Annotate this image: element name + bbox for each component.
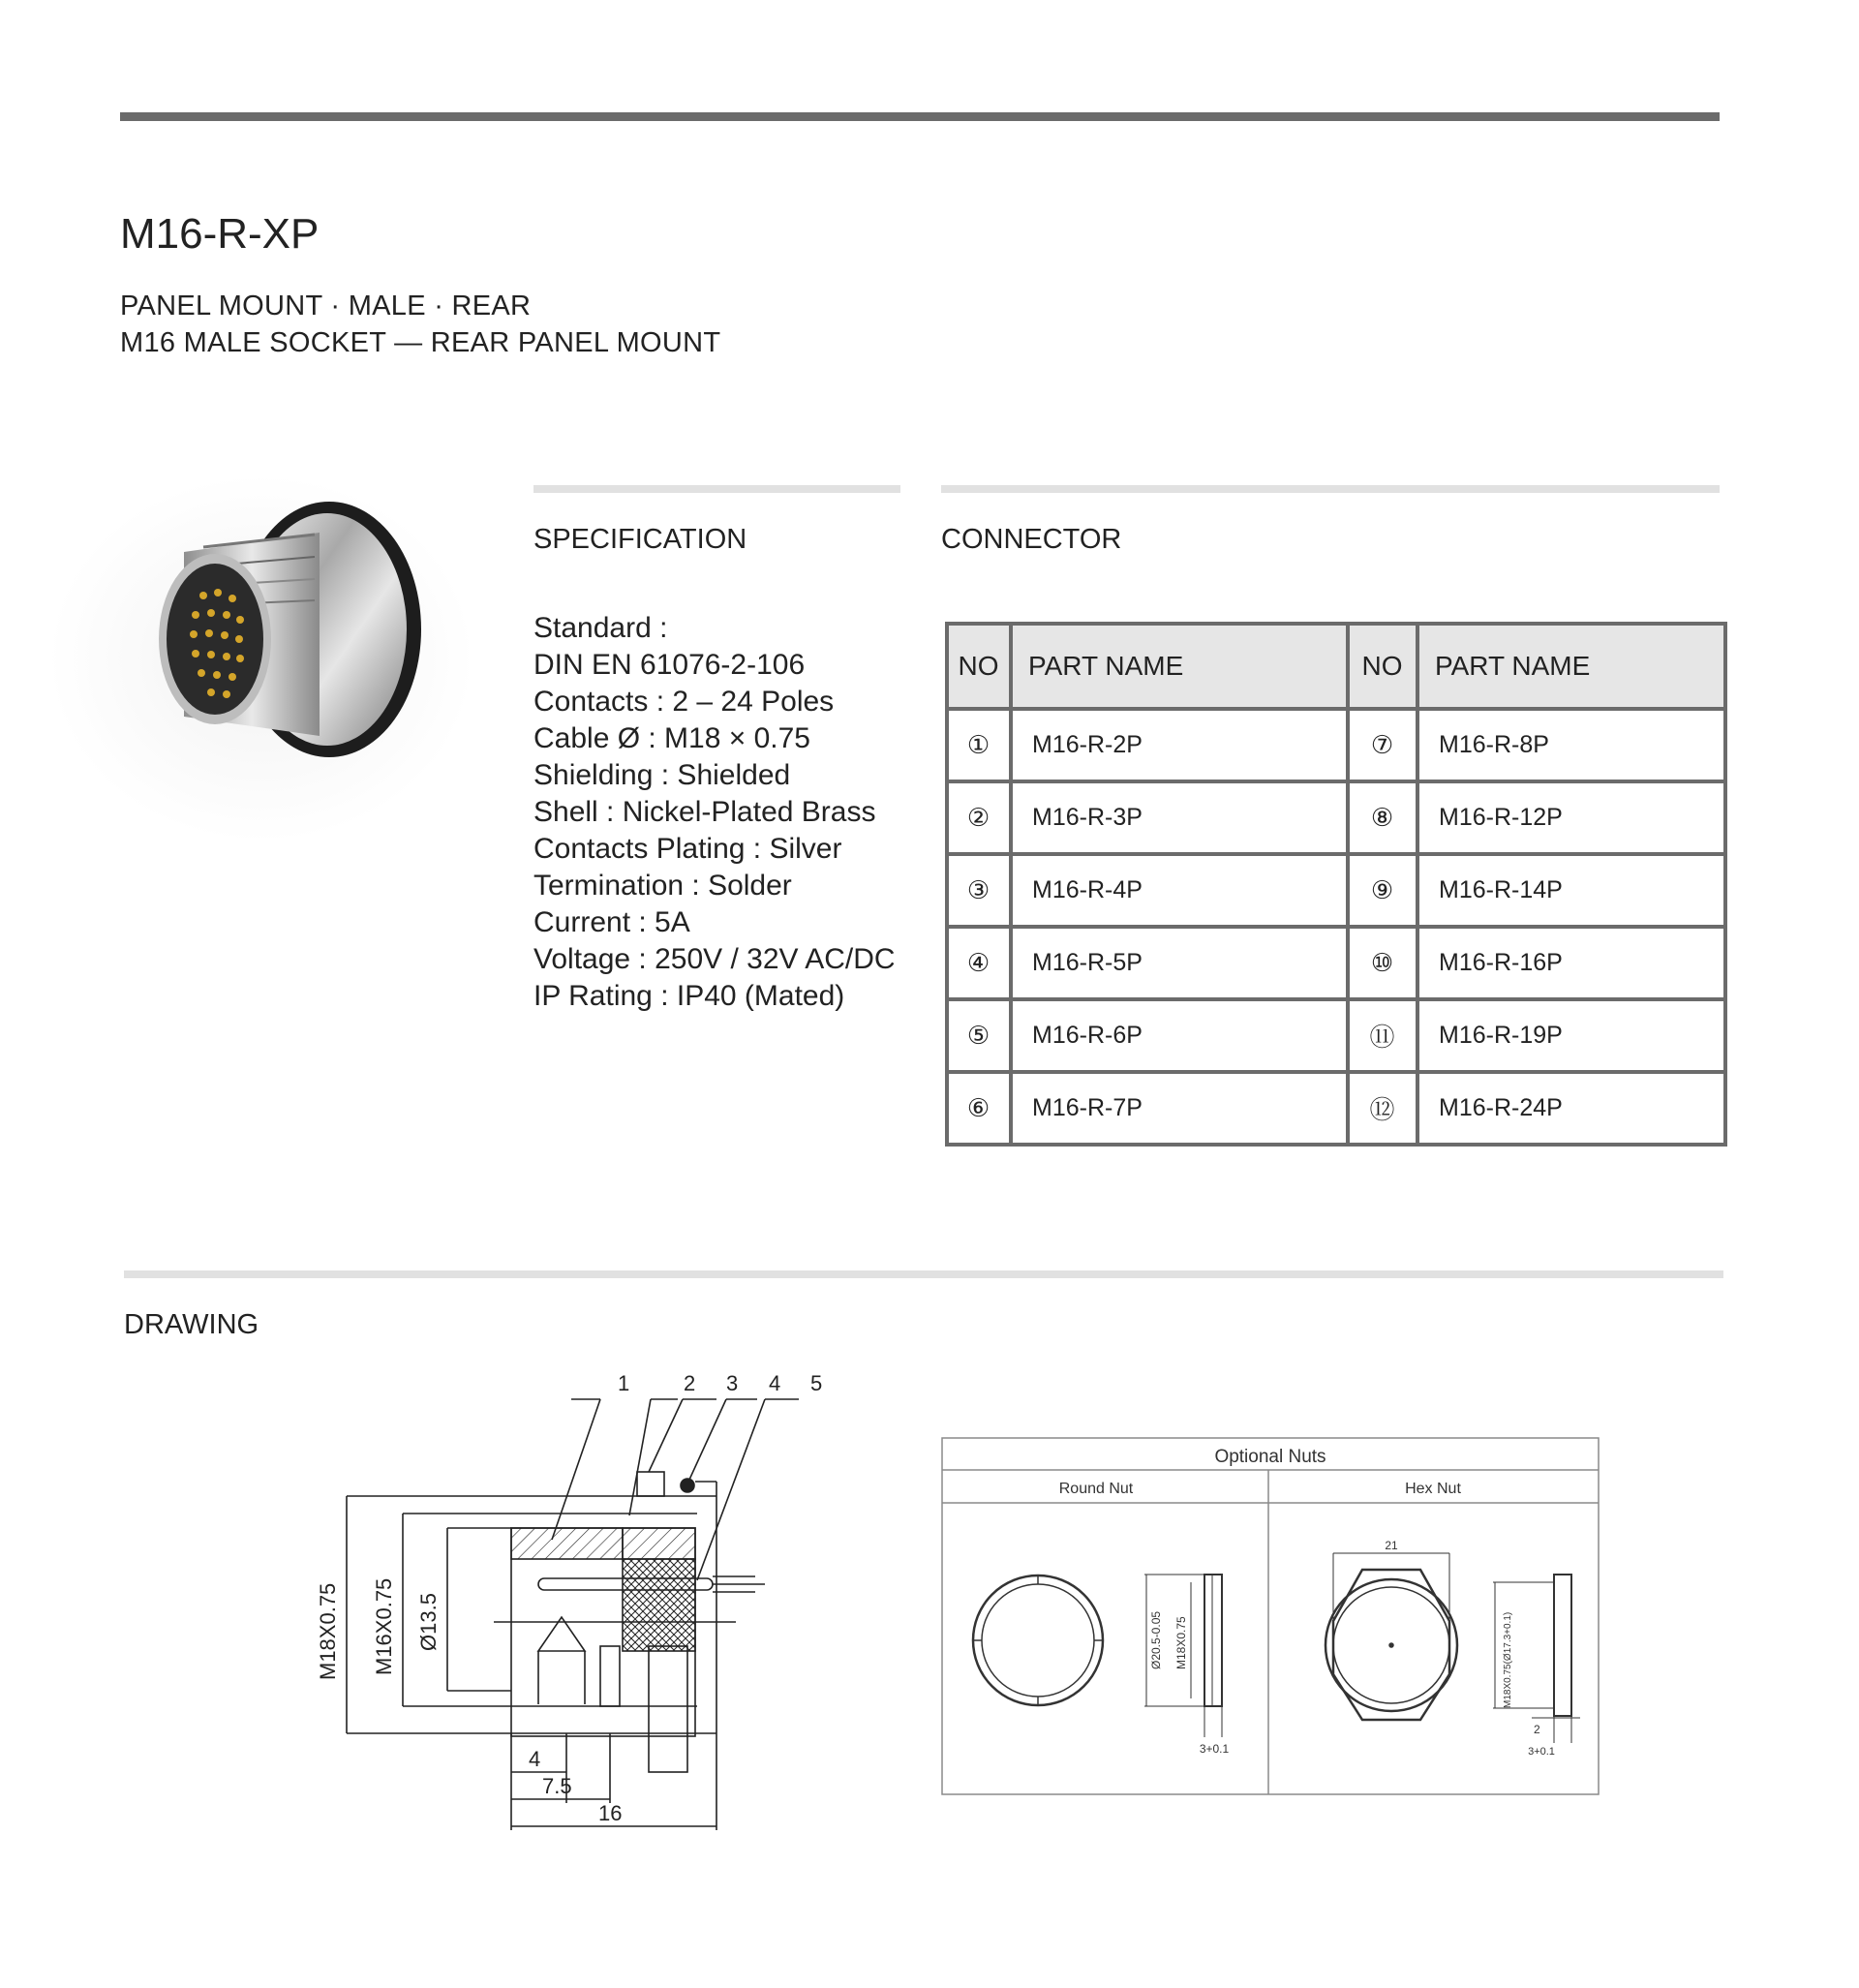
dim-outer-thread: M18X0.75 — [316, 1582, 340, 1680]
callout-3: 3 — [726, 1371, 739, 1395]
header-part-name: PART NAME — [1011, 624, 1348, 709]
drawing-divider — [124, 1270, 1723, 1278]
callout-4: 4 — [769, 1371, 781, 1395]
spec-line: IP Rating : IP40 (Mated) — [533, 980, 845, 1012]
drawing-heading: DRAWING — [124, 1309, 259, 1340]
cell-no: ② — [947, 781, 1011, 854]
connector-heading: CONNECTOR — [941, 524, 1122, 555]
dim-b: 7.5 — [542, 1774, 572, 1798]
table-row — [947, 999, 1725, 1072]
dim-a: 4 — [529, 1747, 541, 1771]
cell-no: ⑫ — [1348, 1072, 1417, 1145]
spec-line: DIN EN 61076-2-106 — [533, 649, 806, 681]
table-row — [947, 927, 1725, 999]
spec-line: Contacts Plating : Silver — [533, 833, 842, 865]
spec-line: Shell : Nickel-Plated Brass — [533, 796, 876, 828]
cell-no: ⑥ — [947, 1072, 1011, 1145]
spec-list — [533, 610, 896, 1015]
cell-part-name: M16-R-4P — [1011, 854, 1348, 927]
cell-no: ⑦ — [1348, 709, 1417, 781]
table-row — [947, 1072, 1725, 1145]
cell-part-name: M16-R-19P — [1417, 999, 1725, 1072]
cell-part-name: M16-R-24P — [1417, 1072, 1725, 1145]
table-row — [947, 781, 1725, 854]
callout-1: 1 — [618, 1371, 630, 1395]
hex-width-label: 21 — [1385, 1539, 1398, 1552]
connector-photo — [39, 426, 474, 842]
header-part-name: PART NAME — [1417, 624, 1725, 709]
spec-divider — [533, 485, 900, 493]
cell-part-name: M16-R-7P — [1011, 1072, 1348, 1145]
spec-line: Termination : Solder — [533, 870, 792, 902]
hex-thickness-label: 3+0.1 — [1528, 1746, 1555, 1758]
cell-part-name: M16-R-6P — [1011, 999, 1348, 1072]
cell-no: ⑤ — [947, 999, 1011, 1072]
cell-no: ① — [947, 709, 1011, 781]
cell-no: ④ — [947, 927, 1011, 999]
cell-no: ⑪ — [1348, 999, 1417, 1072]
callout-2: 2 — [684, 1371, 696, 1395]
hex-nut-drawing — [1326, 1553, 1580, 1743]
table-header-row — [947, 624, 1725, 709]
cell-part-name: M16-R-14P — [1417, 854, 1725, 927]
round-dia-label: Ø20.5-0.05 — [1149, 1610, 1163, 1669]
product-title: M16-R-XP — [120, 210, 320, 258]
dim-bore: Ø13.5 — [416, 1593, 441, 1651]
cell-part-name: M16-R-3P — [1011, 781, 1348, 854]
cell-no: ③ — [947, 854, 1011, 927]
hex-thread-label: M18X0.75(Ø17.3+0.1) — [1503, 1611, 1513, 1708]
cell-part-name: M16-R-5P — [1011, 927, 1348, 999]
callout-5: 5 — [810, 1371, 823, 1395]
dim-c: 16 — [598, 1801, 623, 1825]
technical-drawing — [310, 1356, 842, 1840]
header-no: NO — [1348, 624, 1417, 709]
hex-nut-label: Hex Nut — [1405, 1481, 1461, 1497]
round-thread-label: M18X0.75 — [1174, 1616, 1188, 1669]
cell-no: ⑩ — [1348, 927, 1417, 999]
product-subtitle-2: M16 MALE SOCKET — REAR PANEL MOUNT — [120, 327, 721, 358]
cell-no: ⑧ — [1348, 781, 1417, 854]
cell-part-name: M16-R-2P — [1011, 709, 1348, 781]
connector-table — [945, 622, 1727, 1147]
spec-line: Standard : — [533, 612, 668, 644]
product-subtitle-1: PANEL MOUNT · MALE · REAR — [120, 291, 532, 321]
top-divider — [120, 112, 1720, 121]
cell-part-name: M16-R-12P — [1417, 781, 1725, 854]
connector-divider — [941, 485, 1720, 493]
spec-line: Voltage : 250V / 32V AC/DC — [533, 943, 896, 975]
round-thickness-label: 3+0.1 — [1199, 1742, 1230, 1756]
cell-part-name: M16-R-8P — [1417, 709, 1725, 781]
spec-line: Shielding : Shielded — [533, 759, 791, 791]
table-row — [947, 709, 1725, 781]
cell-no: ⑨ — [1348, 854, 1417, 927]
header-no: NO — [947, 624, 1011, 709]
spec-line: Current : 5A — [533, 906, 690, 938]
round-nut-label: Round Nut — [1058, 1481, 1134, 1497]
dim-thread: M16X0.75 — [372, 1577, 396, 1675]
nuts-title: Optional Nuts — [1214, 1447, 1326, 1467]
spec-line: Contacts : 2 – 24 Poles — [533, 686, 835, 718]
spec-line: Cable Ø : M18 × 0.75 — [533, 722, 810, 754]
cell-part-name: M16-R-16P — [1417, 927, 1725, 999]
spec-heading: SPECIFICATION — [533, 524, 747, 555]
table-row — [947, 854, 1725, 927]
hex-a-label: 2 — [1534, 1723, 1540, 1736]
optional-nuts-panel — [941, 1437, 1600, 1795]
